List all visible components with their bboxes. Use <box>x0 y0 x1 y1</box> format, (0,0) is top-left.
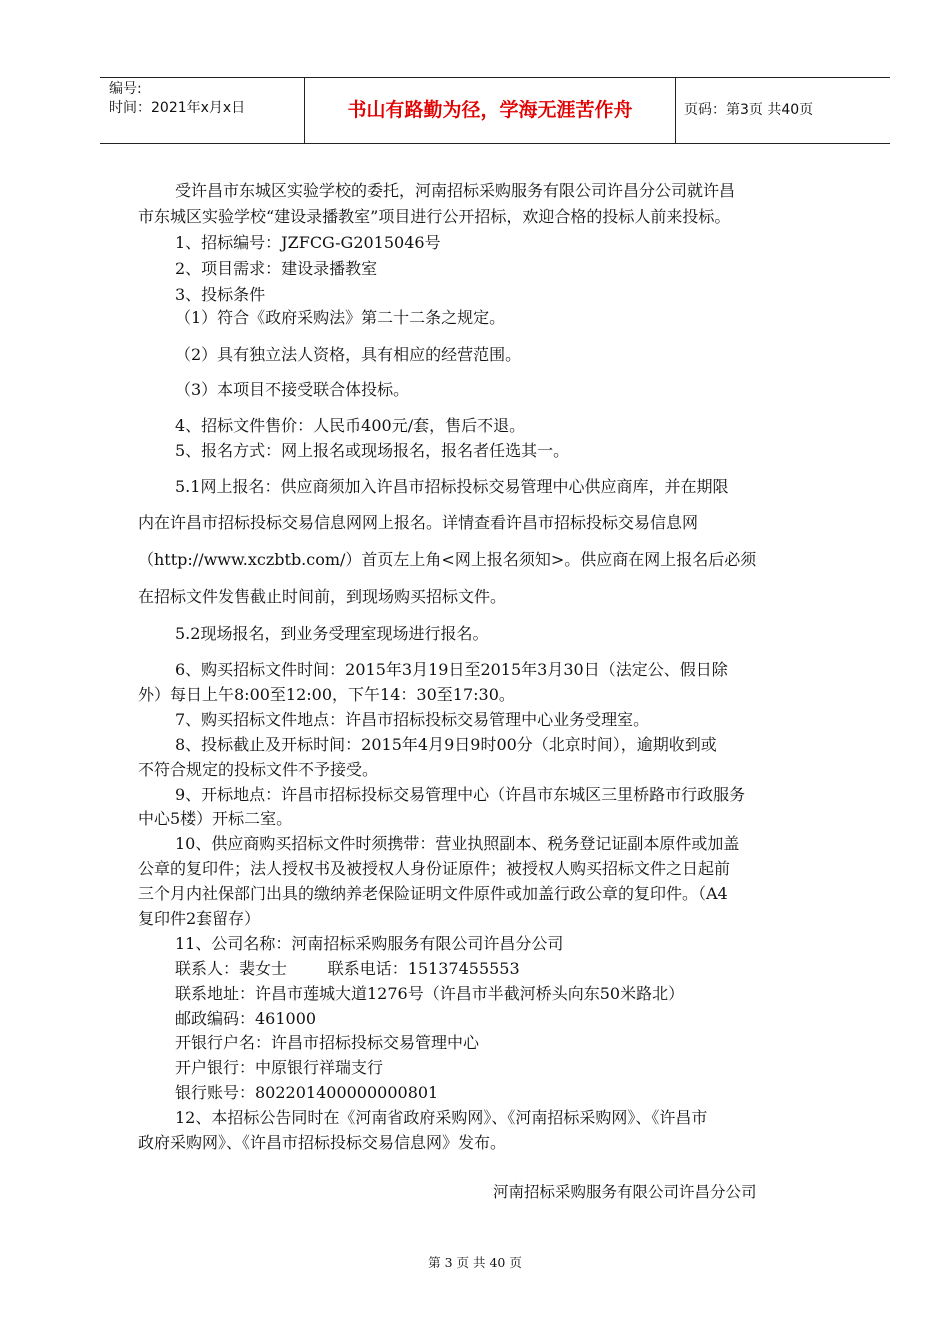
paragraph-line: 联系地址：许昌市莲城大道1276号（许昌市半截河桥头向东50米路北） <box>175 984 685 1003</box>
paragraph-line: 4、招标文件售价：人民币400元/套，售后不退。 <box>175 416 526 435</box>
paragraph-line: 1、招标编号：JZFCG-G2015046号 <box>175 233 441 252</box>
header-divider-right <box>675 77 676 144</box>
paragraph-line: 2、项目需求：建设录播教室 <box>175 259 378 278</box>
page-footer: 第 3 页 共 40 页 <box>428 1255 522 1270</box>
paragraph-line: 5.1网上报名：供应商须加入许昌市招标投标交易管理中心供应商库，并在期限 <box>175 477 729 496</box>
paragraph-line: 公章的复印件；法人授权书及被授权人身份证原件；被授权人购买招标文件之日起前 <box>138 859 731 878</box>
paragraph-line: 受许昌市东城区实验学校的委托，河南招标采购服务有限公司许昌分公司就许昌 <box>175 181 736 200</box>
paragraph-line: 9、开标地点：许昌市招标投标交易管理中心（许昌市东城区三里桥路市行政服务 <box>175 785 746 804</box>
paragraph-line: 5、报名方式：网上报名或现场报名，报名者任选其一。 <box>175 441 570 460</box>
paragraph-line: 5.2现场报名，到业务受理室现场进行报名。 <box>175 624 489 643</box>
paragraph-line: （http://www.xczbtb.com/）首页左上角<网上报名须知>。供应商在网上报名后必须 <box>138 550 757 569</box>
paragraph-line: 中心5楼）开标二室。 <box>138 809 293 828</box>
paragraph-line: （3）本项目不接受联合体投标。 <box>175 380 410 399</box>
paragraph-line: 邮政编码：461000 <box>175 1009 317 1028</box>
paragraph-line: 不符合规定的投标文件不予接受。 <box>138 760 379 779</box>
paragraph-line: 6、购买招标文件时间：2015年3月19日至2015年3月30日（法定公、假日除 <box>175 660 728 679</box>
paragraph-line: （1）符合《政府采购法》第二十二条之规定。 <box>175 308 506 327</box>
page-header <box>100 77 890 144</box>
paragraph-line: 12、本招标公告同时在《河南省政府采购网》、《河南招标采购网》、《许昌市 <box>175 1108 708 1127</box>
paragraph-line: 复印件2套留存） <box>138 909 261 928</box>
paragraph-line: 联系人：裴女士 联系电话：15137455553 <box>175 959 520 978</box>
paragraph-line: 10、供应商购买招标文件时须携带：营业执照副本、税务登记证副本原件或加盖 <box>175 834 740 853</box>
paragraph-line: 三个月内社保部门出具的缴纳养老保险证明文件原件或加盖行政公章的复印件。（A4 <box>138 884 728 903</box>
paragraph-line: 银行账号：802201400000000801 <box>175 1083 439 1102</box>
header-bottom-rule <box>100 143 890 144</box>
paragraph-line: 内在许昌市招标投标交易信息网网上报名。详情查看许昌市招标投标交易信息网 <box>138 513 699 532</box>
paragraph-line: 3、投标条件 <box>175 285 266 304</box>
paragraph-line: 政府采购网》、《许昌市招标投标交易信息网》发布。 <box>138 1133 507 1152</box>
paragraph-line: 开户银行：中原银行祥瑞支行 <box>175 1058 384 1077</box>
number-label: 编号: <box>109 81 142 97</box>
paragraph-line: 11、公司名称：河南招标采购服务有限公司许昌分公司 <box>175 934 564 953</box>
paragraph-line: 开银行户名：许昌市招标投标交易管理中心 <box>175 1033 480 1052</box>
paragraph-line: 7、购买招标文件地点：许昌市招标投标交易管理中心业务受理室。 <box>175 710 650 729</box>
paragraph-line: 市东城区实验学校“建设录播教室”项目进行公开招标，欢迎合格的投标人前来投标。 <box>138 207 731 226</box>
header-page-code: 页码：第3页 共40页 <box>684 102 814 118</box>
paragraph-line: 外）每日上午8:00至12:00，下午14：30至17:30。 <box>138 685 515 704</box>
paragraph-line: 在招标文件发售截止时间前，到现场购买招标文件。 <box>138 587 507 606</box>
time-label: 时间：2021年x月x日 <box>109 100 246 116</box>
header-top-rule <box>100 77 890 78</box>
paragraph-line: 8、投标截止及开标时间：2015年4月9日9时00分（北京时间），逾期收到或 <box>175 735 717 754</box>
header-motto: 书山有路勤为径，学海无涯苦作舟 <box>347 99 633 121</box>
signature-company: 河南招标采购服务有限公司许昌分公司 <box>493 1183 757 1201</box>
header-meta <box>109 80 304 118</box>
paragraph-line: （2）具有独立法人资格，具有相应的经营范围。 <box>175 345 522 364</box>
